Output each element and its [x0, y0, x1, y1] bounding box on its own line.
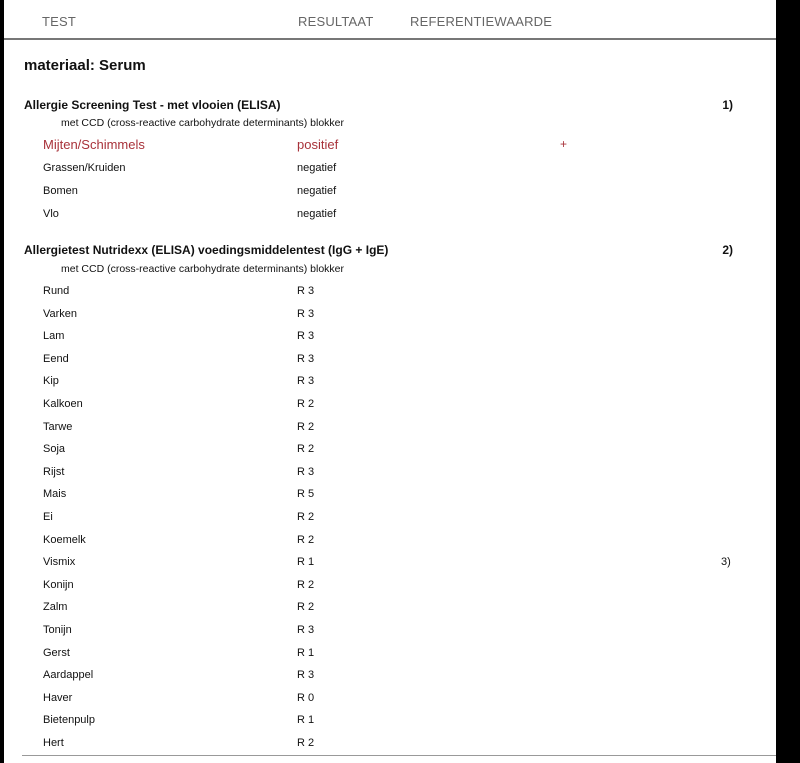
test-name: Varken — [43, 307, 78, 320]
result-value: R 1 — [297, 714, 315, 727]
table-row — [4, 624, 776, 646]
table-row — [4, 466, 776, 488]
column-header-test: TEST — [42, 14, 77, 29]
table-row — [4, 647, 776, 669]
test-name: Mais — [43, 488, 67, 501]
result-value: R 2 — [297, 533, 315, 546]
result-value: R 0 — [297, 691, 315, 704]
result-value: R 3 — [297, 624, 315, 636]
test-name: Vlo — [43, 208, 59, 220]
table-row — [4, 421, 776, 443]
table-row — [4, 285, 776, 307]
test-name: Aardappel — [43, 669, 94, 682]
result-value: R 3 — [297, 352, 315, 365]
result-flag: + — [560, 137, 568, 151]
test-name: Koemelk — [43, 533, 86, 546]
test-name: Kip — [43, 375, 59, 388]
result-value: R 2 — [297, 511, 315, 523]
test-name: Hert — [43, 737, 64, 749]
result-value: R 2 — [297, 737, 315, 749]
section-title-screening: Allergie Screening Test - met vlooien (ELISA) — [24, 98, 281, 112]
table-row — [4, 353, 776, 375]
result-value: negatief — [297, 208, 337, 220]
table-row — [4, 137, 776, 159]
test-name: Konijn — [43, 578, 74, 591]
test-name: Lam — [43, 330, 65, 343]
table-row — [4, 488, 776, 510]
result-value: R 2 — [297, 601, 315, 614]
section-title-nutridexx: Allergietest Nutridexx (ELISA) voedingsmiddelentest (IgG + IgE) — [24, 243, 389, 257]
column-header-reference: REFERENTIEWAARDE — [410, 14, 553, 29]
section-subtitle-nutridexx: met CCD (cross-reactive carbohydrate determinants) blokker — [61, 263, 345, 275]
footnote-ref: 3) — [721, 556, 731, 569]
result-value: R 3 — [297, 375, 315, 388]
table-row — [4, 511, 776, 533]
table-row — [4, 185, 776, 207]
table-row — [4, 601, 776, 623]
table-row — [4, 714, 776, 736]
table-row — [4, 162, 776, 184]
test-name: Tonijn — [43, 624, 72, 636]
table-row — [4, 443, 776, 465]
result-value: R 3 — [297, 465, 315, 478]
result-value: negatief — [297, 162, 337, 174]
section-ref-nutridexx: 2) — [722, 243, 733, 257]
table-row — [4, 579, 776, 601]
table-row — [4, 308, 776, 330]
test-name: Bietenpulp — [43, 714, 95, 727]
test-name: Kalkoen — [43, 398, 83, 410]
result-value: R 1 — [297, 556, 315, 569]
result-value: R 5 — [297, 488, 315, 501]
test-name: Bomen — [43, 185, 78, 197]
test-name: Vismix — [43, 556, 76, 569]
result-value: R 2 — [297, 443, 315, 456]
column-header-result: RESULTAAT — [298, 14, 374, 29]
section-ref-screening: 1) — [722, 98, 733, 112]
test-name: Soja — [43, 443, 66, 456]
test-name: Ei — [43, 511, 53, 523]
result-value: R 3 — [297, 330, 315, 343]
result-value: R 2 — [297, 420, 315, 433]
result-value: R 3 — [297, 669, 315, 682]
header-divider — [4, 38, 776, 40]
section-subtitle-screening: met CCD (cross-reactive carbohydrate determinants) blokker — [61, 117, 345, 129]
table-row — [4, 398, 776, 420]
bottom-divider — [22, 755, 776, 756]
material-heading: materiaal: Serum — [24, 57, 146, 74]
test-name: Grassen/Kruiden — [43, 162, 126, 174]
test-name: Rijst — [43, 465, 65, 478]
report-page — [4, 0, 776, 763]
result-value: R 1 — [297, 646, 315, 659]
table-row — [4, 669, 776, 691]
table-row — [4, 692, 776, 714]
table-row — [4, 534, 776, 556]
result-value: R 3 — [297, 285, 315, 297]
table-row — [4, 208, 776, 230]
test-name: Eend — [43, 352, 69, 365]
result-value: R 2 — [297, 398, 315, 410]
table-row — [4, 330, 776, 352]
test-name: Mijten/Schimmels — [43, 137, 145, 152]
test-name: Tarwe — [43, 420, 73, 433]
test-name: Gerst — [43, 646, 70, 659]
result-value: R 2 — [297, 578, 315, 591]
result-value: positief — [297, 137, 339, 152]
result-value: negatief — [297, 185, 337, 197]
test-name: Zalm — [43, 601, 68, 614]
test-name: Rund — [43, 285, 70, 297]
test-name: Haver — [43, 691, 73, 704]
table-row — [4, 375, 776, 397]
table-row — [4, 556, 776, 578]
result-value: R 3 — [297, 307, 315, 320]
